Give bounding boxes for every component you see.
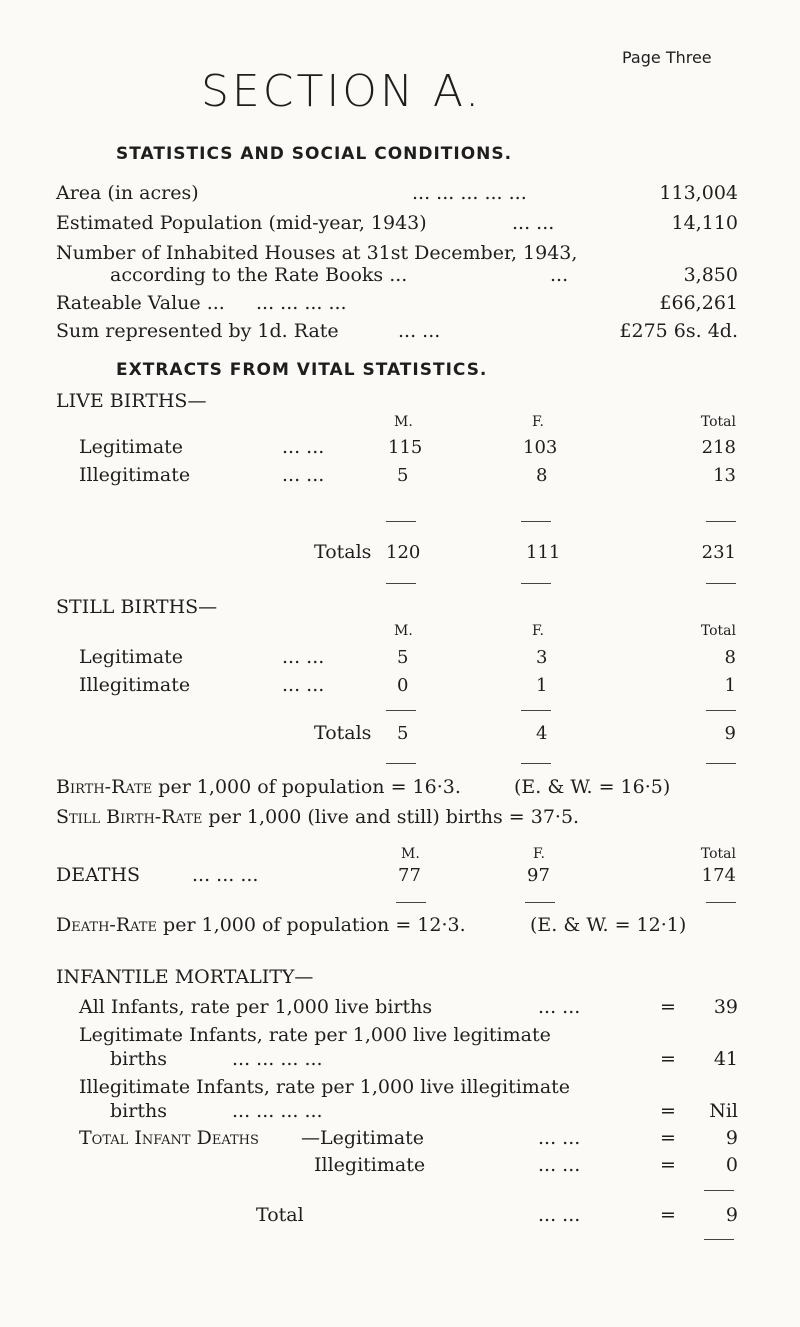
- death-rate-ew: (E. & W. = 12·1): [530, 914, 687, 936]
- live-births-col-m: M.: [394, 414, 413, 430]
- infant-legit-eq: =: [660, 1048, 676, 1070]
- infant-total-eq: =: [660, 1204, 676, 1226]
- deaths-col-total: Total: [700, 846, 736, 862]
- still-births-col-f: F.: [532, 623, 544, 639]
- live-totals-m: 120: [386, 542, 421, 563]
- deaths-col-f: F.: [533, 846, 545, 862]
- live-totals-total: 231: [701, 542, 736, 563]
- rate-sum-value: £275 6s. 4d.: [619, 320, 738, 342]
- infant-deaths-legit-label: —Legitimate: [301, 1127, 425, 1149]
- live-rule-m: [386, 521, 416, 522]
- infant-heading: INFANTILE MORTALITY—: [56, 966, 314, 988]
- live-rule2-total: [706, 583, 736, 584]
- deaths-leader: ... ... ...: [192, 864, 259, 886]
- section-title: SECTION A.: [201, 66, 483, 117]
- still-illegit-leader: ... ...: [282, 674, 325, 696]
- live-illegit-label: Illegitimate: [79, 464, 191, 486]
- live-births-col-f: F.: [532, 414, 544, 430]
- death-rate-line: [56, 914, 466, 936]
- live-legit-label: Legitimate: [79, 436, 184, 458]
- birth-rate-line: [56, 776, 461, 798]
- infant-deaths-legit-leader: ... ...: [538, 1127, 581, 1149]
- population-label: Estimated Population (mid-year, 1943): [56, 212, 427, 234]
- infant-all-eq: =: [660, 996, 676, 1018]
- houses-leader: ...: [550, 264, 569, 286]
- infant-legit-leader: ... ... ... ...: [232, 1048, 323, 1070]
- live-legit-leader: ... ...: [282, 436, 325, 458]
- infant-all-label: All Infants, rate per 1,000 live births: [79, 996, 433, 1018]
- infant-total-value: 9: [725, 1204, 738, 1226]
- infant-total-leader: ... ...: [538, 1204, 581, 1226]
- birth-rate-text: per 1,000 of population = 16·3.: [158, 776, 461, 798]
- houses-label-1: Number of Inhabited Houses at 31st December, 1943,: [56, 242, 578, 264]
- infant-total-label: Total: [256, 1204, 304, 1226]
- area-leader: ... ... ... ... ...: [412, 182, 527, 204]
- live-illegit-total: 13: [713, 465, 736, 486]
- rateable-leader: ... ... ... ...: [256, 292, 347, 314]
- deaths-m: 77: [398, 865, 421, 886]
- population-value: 14,110: [671, 212, 738, 234]
- still-illegit-m: 0: [397, 675, 409, 696]
- live-illegit-leader: ... ...: [282, 464, 325, 486]
- infant-deaths-illegit-value: 0: [725, 1154, 738, 1176]
- infant-deaths-illegit-leader: ... ...: [538, 1154, 581, 1176]
- live-rule-f: [521, 521, 551, 522]
- still-illegit-f: 1: [536, 675, 548, 696]
- rate-sum-leader: ... ...: [398, 320, 441, 342]
- still-births-col-m: M.: [394, 623, 413, 639]
- vital-heading: EXTRACTS FROM VITAL STATISTICS.: [116, 360, 488, 380]
- still-births-heading: STILL BIRTHS—: [56, 596, 218, 618]
- area-label: Area (in acres): [56, 182, 199, 204]
- infant-illegit-eq: =: [660, 1100, 676, 1122]
- still-rate-label: Still Birth-Rate: [56, 806, 203, 828]
- live-rule2-f: [521, 583, 551, 584]
- infant-illegit-label-2: births: [110, 1100, 167, 1122]
- live-rule2-m: [386, 583, 416, 584]
- rateable-label: Rateable Value ...: [56, 292, 225, 314]
- live-births-col-total: Total: [700, 414, 736, 430]
- still-rule-f: [521, 710, 551, 711]
- still-legit-total: 8: [724, 647, 736, 668]
- live-legit-f: 103: [523, 437, 558, 458]
- rate-sum-label: Sum represented by 1d. Rate: [56, 320, 339, 342]
- birth-rate-ew: (E. & W. = 16·5): [514, 776, 671, 798]
- infant-deaths-legit-value: 9: [725, 1127, 738, 1149]
- deaths-col-m: M.: [401, 846, 420, 862]
- infant-all-leader: ... ...: [538, 996, 581, 1018]
- infant-deaths-label: Total Infant Deaths: [79, 1127, 259, 1149]
- still-legit-f: 3: [536, 647, 548, 668]
- infant-rule-1: [704, 1190, 734, 1191]
- death-rate-label: Death-Rate: [56, 914, 157, 936]
- still-totals-f: 4: [536, 723, 548, 744]
- infant-deaths-illegit-eq: =: [660, 1154, 676, 1176]
- still-births-col-total: Total: [700, 623, 736, 639]
- infant-rule-2: [704, 1239, 734, 1240]
- infant-illegit-label-1: Illegitimate Infants, rate per 1,000 live illegitimate: [79, 1076, 571, 1098]
- houses-value: 3,850: [683, 264, 738, 286]
- still-legit-m: 5: [397, 647, 409, 668]
- infant-deaths-illegit-label: Illegitimate: [314, 1154, 426, 1176]
- live-illegit-m: 5: [397, 465, 409, 486]
- still-legit-label: Legitimate: [79, 646, 184, 668]
- infant-legit-label-1: Legitimate Infants, rate per 1,000 live legitimate: [79, 1024, 551, 1046]
- still-illegit-label: Illegitimate: [79, 674, 191, 696]
- live-totals-label: Totals: [314, 541, 372, 563]
- deaths-rule-m: [396, 902, 426, 903]
- live-legit-total: 218: [701, 437, 736, 458]
- still-rate-text: per 1,000 (live and still) births = 37·5.: [208, 806, 580, 828]
- infant-deaths-legit-eq: =: [660, 1127, 676, 1149]
- deaths-f: 97: [527, 865, 550, 886]
- deaths-rule-total: [706, 902, 736, 903]
- still-rule-total: [706, 710, 736, 711]
- houses-label-2: according to the Rate Books ...: [110, 264, 408, 286]
- page-label: Page Three: [622, 48, 712, 67]
- infant-illegit-value: Nil: [709, 1100, 738, 1122]
- infant-legit-label-2: births: [110, 1048, 167, 1070]
- still-rule-m: [386, 710, 416, 711]
- birth-rate-label: Birth-Rate: [56, 776, 153, 798]
- death-rate-text: per 1,000 of population = 12·3.: [163, 914, 466, 936]
- still-rule2-total: [706, 763, 736, 764]
- still-legit-leader: ... ...: [282, 646, 325, 668]
- still-rate-line: [56, 806, 579, 828]
- deaths-label: DEATHS: [56, 864, 141, 886]
- live-rule-total: [706, 521, 736, 522]
- rateable-value: £66,261: [659, 292, 738, 314]
- infant-illegit-leader: ... ... ... ...: [232, 1100, 323, 1122]
- infant-all-value: 39: [713, 996, 738, 1018]
- live-illegit-f: 8: [536, 465, 548, 486]
- live-births-heading: LIVE BIRTHS—: [56, 390, 207, 412]
- population-leader: ... ...: [512, 212, 555, 234]
- still-totals-label: Totals: [314, 722, 372, 744]
- still-rule2-m: [386, 763, 416, 764]
- area-value: 113,004: [659, 182, 738, 204]
- still-rule2-f: [521, 763, 551, 764]
- live-totals-f: 111: [526, 542, 561, 563]
- deaths-rule-f: [525, 902, 555, 903]
- live-legit-m: 115: [388, 437, 423, 458]
- infant-legit-value: 41: [713, 1048, 738, 1070]
- deaths-total: 174: [701, 865, 736, 886]
- still-totals-m: 5: [397, 723, 409, 744]
- stats-heading: STATISTICS AND SOCIAL CONDITIONS.: [116, 144, 513, 164]
- still-illegit-total: 1: [724, 675, 736, 696]
- still-totals-total: 9: [724, 723, 736, 744]
